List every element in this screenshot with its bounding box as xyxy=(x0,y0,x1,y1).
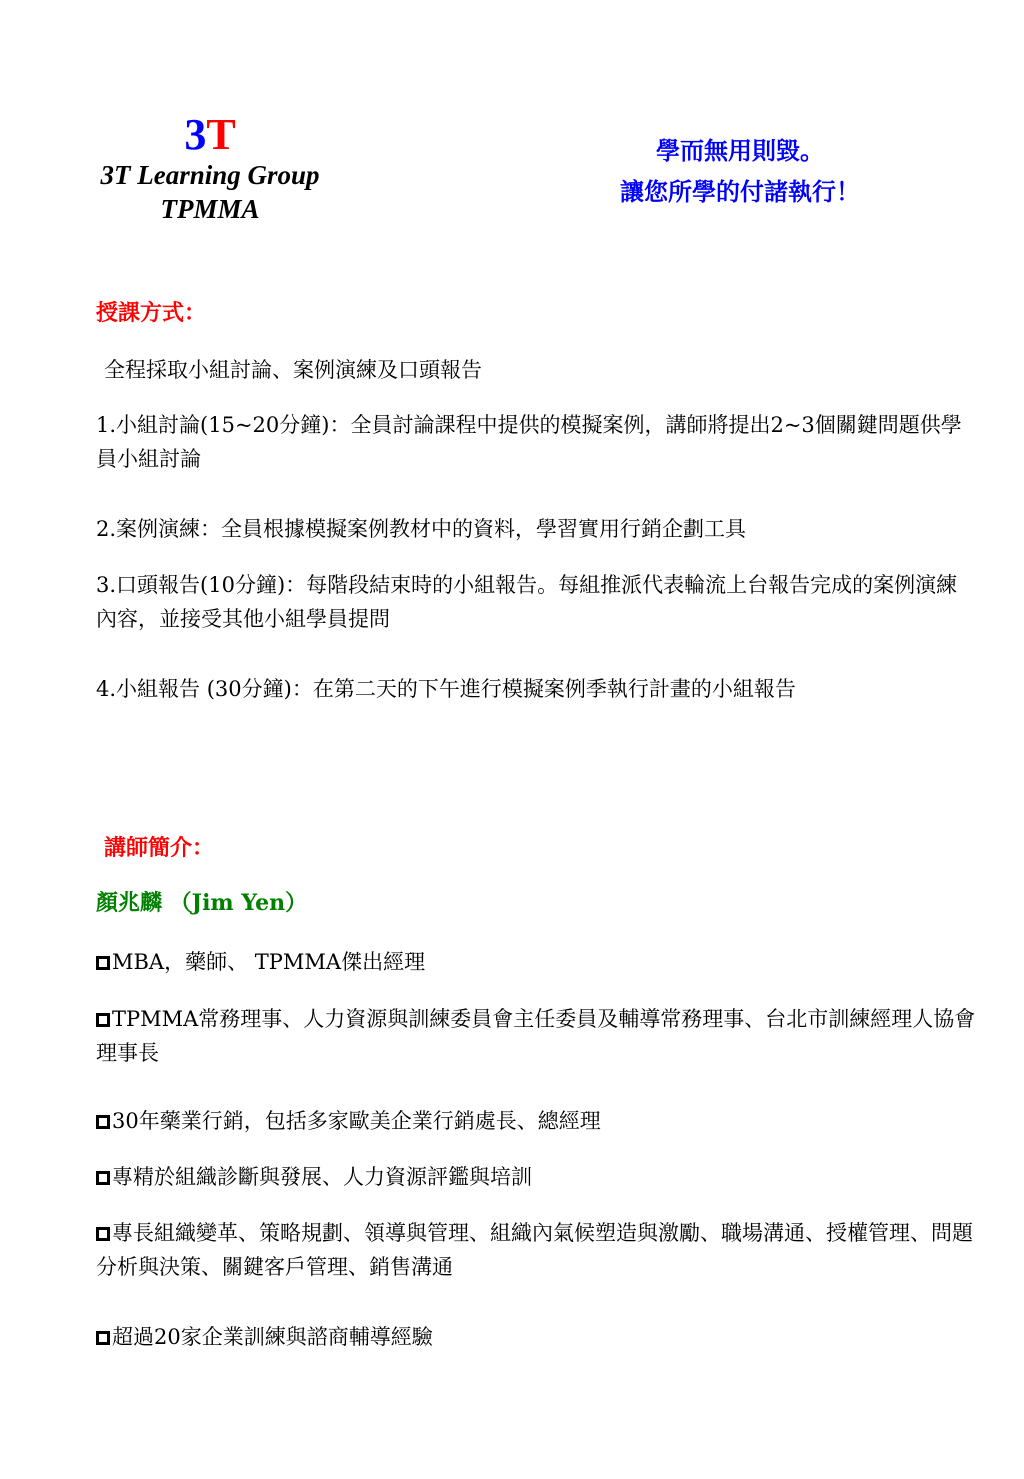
bio-item-3 xyxy=(96,1104,976,1138)
bio-text-6: 超過20家企業訓練與諮商輔導經驗 xyxy=(112,1325,433,1349)
method-item-3: 3.口頭報告(10分鐘)：每階段結束時的小組報告。每組推派代表輪流上台報告完成的案例演練內容，並接受其他小組學員提問 xyxy=(96,573,958,631)
checkbox-icon xyxy=(96,1115,110,1129)
motto xyxy=(560,130,920,212)
checkbox-icon xyxy=(96,1013,110,1027)
bio-item-1 xyxy=(96,945,976,979)
logo-group-name: 3T Learning Group xyxy=(100,160,320,190)
logo-mark-t: T xyxy=(206,110,236,159)
bio-item-6 xyxy=(96,1320,976,1354)
checkbox-icon xyxy=(96,956,110,970)
method-item-2: 2.案例演練：全員根據模擬案例教材中的資料，學習實用行銷企劃工具 xyxy=(96,517,747,541)
bio-text-2: TPMMA常務理事、人力資源與訓練委員會主任委員及輔導常務理事、台北市訓練經理人協會理事長 xyxy=(96,1007,976,1065)
logo-mark-3: 3 xyxy=(184,110,207,159)
instructor-name: 顏兆麟 （Jim Yen） xyxy=(96,890,308,916)
motto-line-2: 讓您所學的付諸執行！ xyxy=(620,177,860,206)
bio-text-3: 30年藥業行銷，包括多家歐美企業行銷處長、總經理 xyxy=(112,1109,601,1133)
bio-item-2 xyxy=(96,1002,976,1070)
method-intro: 全程採取小組討論、案例演練及口頭報告 xyxy=(104,358,482,382)
bio-item-5 xyxy=(96,1216,976,1284)
bio-item-4 xyxy=(96,1160,976,1194)
bio-text-1: MBA，藥師、 TPMMA傑出經理 xyxy=(112,950,426,974)
logo-org-name: TPMMA xyxy=(160,194,260,224)
method-item-1: 1.小組討論(15~20分鐘)：全員討論課程中提供的模擬案例，講師將提出2~3個關鍵問題供學員小組討論 xyxy=(96,413,962,471)
bio-text-5: 專長組織變革、策略規劃、領導與管理、組織內氣候塑造與激勵、職場溝通、授權管理、問題分析與決策、關鍵客戶管理、銷售溝通 xyxy=(96,1221,973,1279)
checkbox-icon xyxy=(96,1171,110,1185)
bio-text-4: 專精於組織診斷與發展、人力資源評鑑與培訓 xyxy=(112,1165,532,1189)
checkbox-icon xyxy=(96,1331,110,1345)
instructor-heading: 講師簡介： xyxy=(104,835,215,861)
method-item-4: 4.小組報告 (30分鐘)：在第二天的下午進行模擬案例季執行計畫的小組報告 xyxy=(96,677,796,701)
logo-block xyxy=(60,112,360,226)
logo-mark xyxy=(60,112,360,158)
motto-line-1: 學而無用則毀。 xyxy=(656,136,824,165)
method-heading: 授課方式： xyxy=(96,300,207,326)
checkbox-icon xyxy=(96,1227,110,1241)
